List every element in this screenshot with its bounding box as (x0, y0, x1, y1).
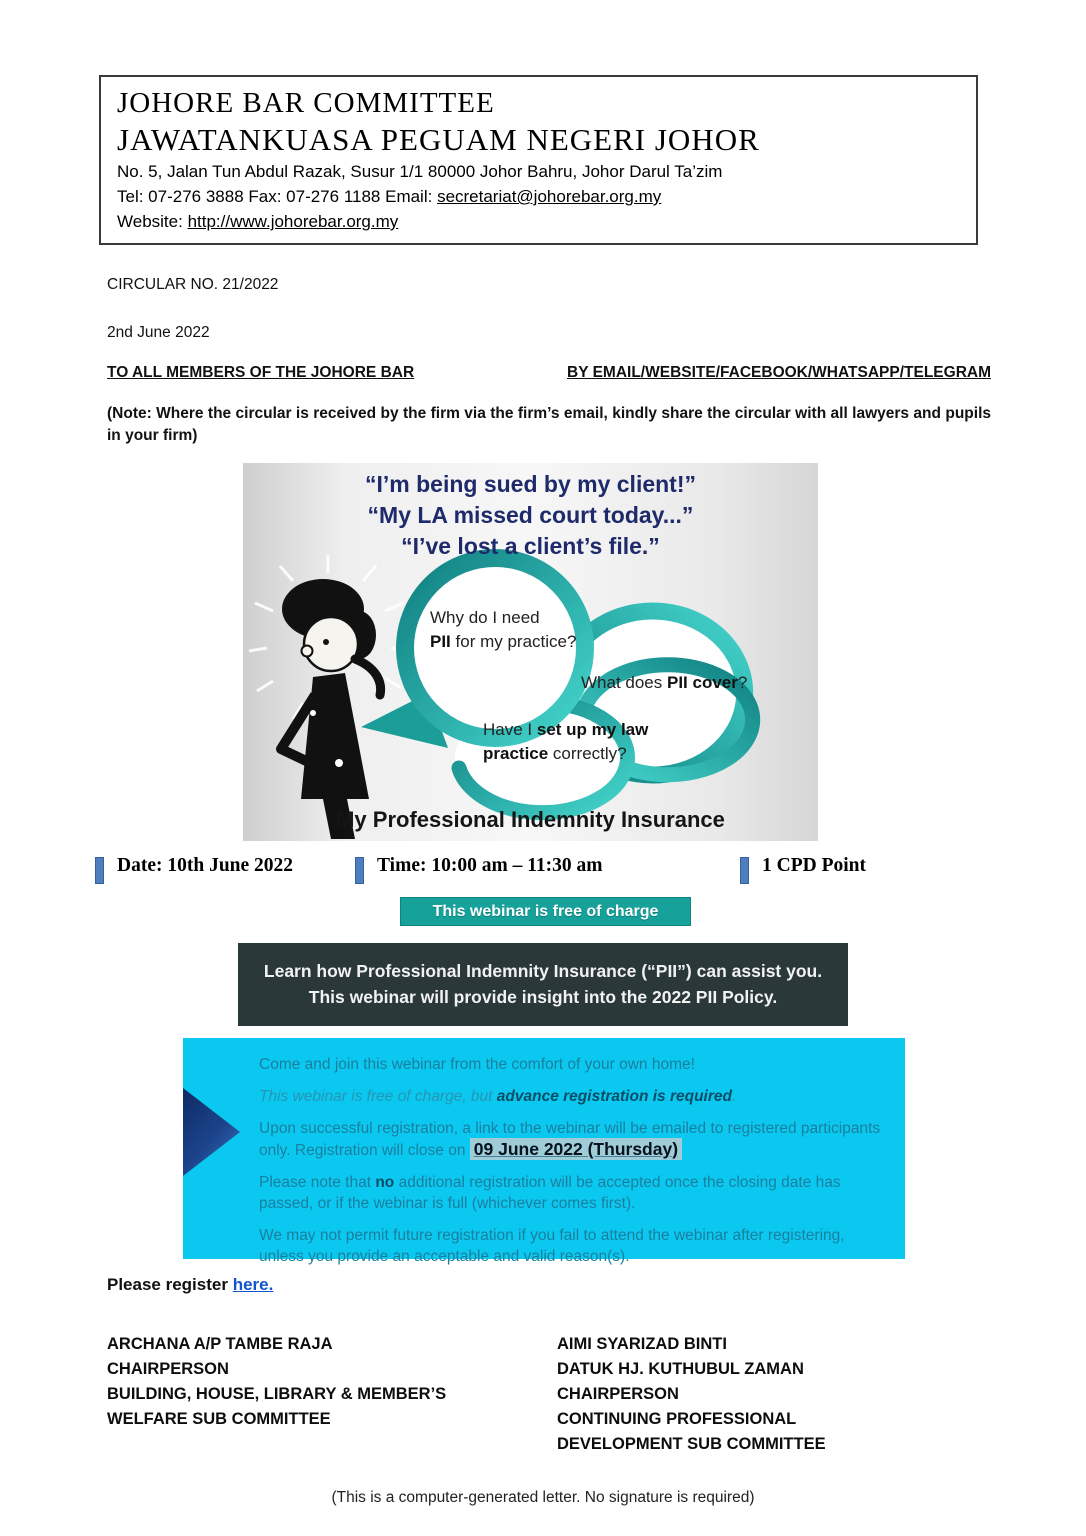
letterhead-box (99, 75, 978, 245)
info-paragraph-2 (259, 1086, 881, 1107)
bubble1-line1: Why do I need (430, 608, 540, 627)
sharing-note: (Note: Where the circular is received by the firm via the firm’s email, kindly share the circular with all lawyers and pupils in your firm) (107, 405, 991, 444)
info-p4-post: additional registration will be accepted once the closing date has passed, or if the webinar is full (whichever comes first). (259, 1174, 841, 1212)
info-paragraph-1: Come and join this webinar from the comfort of your own home! (259, 1056, 695, 1073)
distribution-channels: BY EMAIL/WEBSITE/FACEBOOK/WHATSAPP/TELEGRAM (567, 364, 991, 381)
org-website-line (117, 209, 976, 234)
blue-bar-icon (740, 857, 749, 884)
event-details-row (0, 855, 1086, 891)
signatory-committee: CONTINUING PROFESSIONAL (557, 1410, 797, 1428)
recipients-label: TO ALL MEMBERS OF THE JOHORE BAR (107, 364, 415, 381)
signatory-name: AIMI SYARIZAD BINTI (557, 1335, 727, 1353)
signatory-left (107, 1332, 552, 1432)
bubble-question-2 (581, 671, 747, 695)
org-address: No. 5, Jalan Tun Abdul Razak, Susur 1/1 80000 Johor Bahru, Johor Darul Ta’zim (117, 162, 723, 181)
event-cpd-label: 1 CPD Point (762, 855, 866, 876)
quote-line: “I’m being sued by my client!” (364, 471, 696, 497)
info-p2-pre: This webinar is free of charge, but (259, 1088, 497, 1105)
org-name-malay: JAWATANKUASA PEGUAM NEGERI JOHOR (117, 122, 760, 157)
signatory-committee: WELFARE SUB COMMITTEE (107, 1410, 331, 1428)
event-date (95, 855, 293, 884)
event-date-label: Date: 10th June 2022 (117, 855, 294, 876)
signatory-right (557, 1332, 987, 1457)
bubble2-post: ? (737, 673, 748, 692)
letter-date: 2nd June 2022 (107, 324, 210, 341)
quote-line: “My LA missed court today...” (367, 502, 694, 528)
register-text: Please register (107, 1275, 233, 1294)
register-line (107, 1275, 273, 1295)
email-link[interactable]: secretariat@johorebar.org.my (437, 187, 662, 206)
bubble3-bold1: set up my law (536, 720, 649, 739)
info-p4-bold: no (375, 1174, 395, 1191)
contact-labels: Tel: 07-276 3888 Fax: 07-276 1188 Email: (117, 187, 438, 206)
banner-line2: This webinar will provide insight into the 2022 PII Policy. (308, 987, 778, 1007)
website-label: Website: (117, 212, 188, 231)
org-name-english: JOHORE BAR COMMITTEE (117, 87, 495, 119)
bubble-question-1 (430, 606, 576, 654)
signatory-title: CHAIRPERSON (107, 1360, 229, 1378)
info-paragraph-5: We may not permit future registration if you fail to attend the webinar after registering, unless you provide an acceptable and valid reason(s). (259, 1227, 845, 1265)
webinar-poster (243, 463, 818, 841)
signatory-committee: BUILDING, HOUSE, LIBRARY & MEMBER’S (107, 1385, 447, 1403)
info-p2-post: . (731, 1088, 737, 1105)
info-p3-pre: Upon successful registration, a link to the webinar will be emailed to registered participants only. Registration will close on (259, 1120, 881, 1159)
event-cpd-points (740, 855, 866, 884)
org-contact-line (117, 184, 976, 209)
poster-caption: My Professional Indemnity Insurance (336, 807, 725, 832)
website-link[interactable]: http://www.johorebar.org.my (187, 212, 399, 231)
blue-bar-icon (95, 857, 104, 884)
banner-line1: Learn how Professional Indemnity Insurance (“PII”) can assist you. (263, 961, 823, 981)
computer-generated-note: (This is a computer-generated letter. No signature is required) (331, 1489, 755, 1506)
registration-info-box (183, 1038, 905, 1265)
webinar-description-banner (238, 943, 848, 1026)
blue-bar-icon (355, 857, 364, 884)
recipients-row (107, 364, 991, 382)
bubble3-pre: Have I (483, 720, 537, 739)
register-here-link[interactable]: here. (232, 1275, 274, 1294)
poster-quotes (243, 469, 818, 562)
bubble2-pre: What does (581, 673, 667, 692)
info-p2-bold: advance registration is required (496, 1088, 732, 1105)
bubble2-bold: PII cover (667, 673, 738, 692)
bubble-question-3 (483, 718, 648, 766)
signatory-title: CHAIRPERSON (557, 1385, 679, 1403)
arrow-right-icon (183, 1088, 240, 1176)
bubble1-rest: for my practice? (450, 632, 577, 651)
info-p4-pre: Please note that (259, 1174, 376, 1191)
event-time (355, 855, 603, 884)
bubble1-bold: PII (430, 632, 451, 651)
info-paragraph-4 (259, 1172, 881, 1214)
event-time-label: Time: 10:00 am – 11:30 am (377, 855, 603, 876)
bubble3-post: correctly? (548, 744, 627, 763)
free-of-charge-banner: This webinar is free of charge (400, 897, 691, 926)
signatory-committee: DEVELOPMENT SUB COMMITTEE (557, 1435, 826, 1453)
bubble3-bold2: practice (483, 744, 549, 763)
closing-date-highlight: 09 June 2022 (Thursday) (470, 1138, 682, 1160)
info-paragraph-3 (259, 1118, 881, 1161)
quote-line: “I’ve lost a client’s file.” (401, 533, 660, 559)
signatory-name: ARCHANA A/P TAMBE RAJA (107, 1335, 333, 1353)
signatory-name: DATUK HJ. KUTHUBUL ZAMAN (557, 1360, 804, 1378)
circular-number: CIRCULAR NO. 21/2022 (107, 276, 279, 293)
thinking-person-icon (281, 579, 381, 839)
